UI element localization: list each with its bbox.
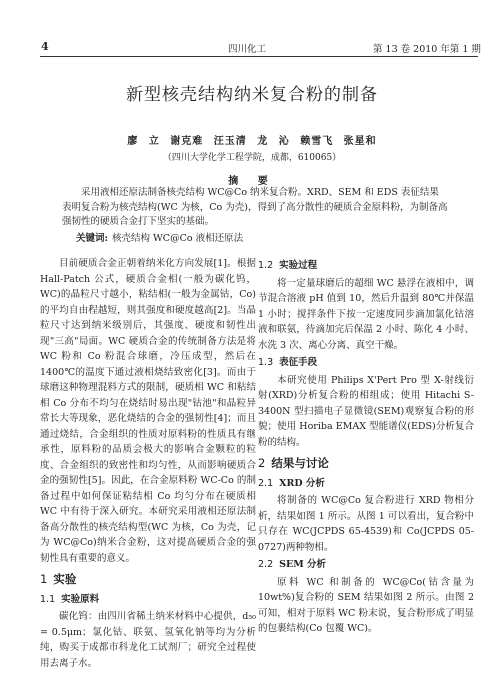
affiliation: （四川大学化学工程学院，成都，610065） xyxy=(162,153,342,163)
journal-name: 四川化工 xyxy=(228,44,267,55)
keywords-label: 关键词: xyxy=(76,233,109,244)
section-2-1-text: 将制备的 WC@Co 复合粉进行 XRD 物相分析，结果如图 1 所示。从图 1 可以看出，复合粉中只存在 WC(JCPDS 65-4539)和 Co(JCPDS 05-0727)两种物相。 xyxy=(258,495,474,553)
author-list: 廖 立 谢克难 汪玉清 龙 沁 赖雪飞 张星和 xyxy=(127,136,377,147)
abstract-text xyxy=(62,186,448,230)
section-1-1-number: 1.1 xyxy=(40,593,56,605)
section-1-1-heading xyxy=(40,592,256,608)
abstract-heading: 摘 要 xyxy=(228,176,276,187)
page-number: 4 xyxy=(41,40,49,53)
section-1-1-title: 实验原料 xyxy=(61,593,100,605)
section-2-2-heading xyxy=(258,557,474,573)
section-1-2-title: 实验过程 xyxy=(279,260,318,271)
section-2-heading xyxy=(258,456,474,472)
section-1-1-text: 碳化钨：由四川省稀土纳米材料中心提供，d₅₀ = 0.5μm；氯化钴、联氨、氢氧化钠等均为分析纯，购买于成都市科龙化工试剂厂；研究全过程使用去离子水。 xyxy=(40,611,256,669)
section-1-3-heading xyxy=(258,355,474,371)
section-2-1-title: XRD 分析 xyxy=(279,477,325,489)
running-header xyxy=(0,0,504,60)
section-2-1-number: 2.1 xyxy=(258,477,274,489)
section-2-2-title: SEM 分析 xyxy=(279,559,327,570)
section-1-2-text: 将一定量球磨后的超细 WC 悬浮在液相中，调节混合溶液 pH 值到 10，然后升温到 80℃并保温 1 小时；搅拌条件下按一定速度同步滴加氯化钴溶液和联氨，待滴加完后保温 2 小时、陈化 4 小时、水洗 3 次、离心分离、真空干燥。 xyxy=(258,277,474,351)
volume-issue: 第 13 卷 2010 年第 1 期 xyxy=(373,44,481,55)
section-2-number: 2 xyxy=(258,456,266,470)
section-2-title: 结果与讨论 xyxy=(271,456,329,470)
section-2-2-text: 原料 WC 和制备的 WC@Co(钴含量为 10wt%)复合粉的 SEM 结果如图 2 所示。由图 2 可知，相对于原料 WC 粉末说，复合粉形成了明显的包裹结构(Co 包覆 WC)。 xyxy=(258,576,474,634)
section-1-heading xyxy=(40,572,256,588)
section-1-3-text: 本研究使用 Philips X'Pert Pro 型 X-射线衍射(XRD)分析复合粉的相组成；使用 Hitachi S-3400N 型扫描电子显微镜(SEM)观察复合粉的形貌；使用 Horiba EMAX 型能谱仪(EDS)分析复合粉的结构。 xyxy=(258,374,474,448)
section-2-1-heading xyxy=(258,476,474,492)
section-2-2-number: 2.2 xyxy=(258,559,274,570)
paper-title: 新型核壳结构纳米复合粉的制备 xyxy=(126,85,378,105)
section-1-title: 实验 xyxy=(53,572,77,586)
intro-paragraph: 目前硬质合金正朝着纳米化方向发展[1]。根据 Hall-Patch 公式，硬质合金相(一般为碳化钨，WC)的晶粒尺寸越小，粘结相(一般为金属钴，Co)的平均自由程越短，则其强度和硬度越高[2]。当晶粒尺寸达到纳米级别后，其强度、硬度和韧性出现"三高"局面。WC 硬质合金的传统制备方法是将 WC 粉和 Co 粉混合球磨，冷压成型，然后在 1400℃的温度下通过液相烧结致密化[3]。而由于球磨这种物理混料方式的限制，硬质相 WC 和粘结相 Co 分布不均匀在烧结时易出现"钴池"和晶粒异常长大等现象，恶化烧结的合金的强韧性[4]；而且通过烧结，合金组织的性质对原料粉的性质具有继承性，原料粉的品质会极大的影响合金颗粒的粒度、合金组织的致密性和均匀性，从而影响硬质合金的强韧性[5]。因此，在合金原料粉 WC-Co 的制备过程中如何保证粘结相 Co 均匀分布在硬质相 WC 中有待于深入研究。本研究采用液相还原法制备高分散性的核壳结构型(WC 为核，Co 为壳，记为 WC@Co)纳米合金粉，这对提高硬质合金的强韧性具有重要的意义。 xyxy=(40,258,256,564)
section-1-3-title: 表征手段 xyxy=(279,357,318,368)
section-1-3-number: 1.3 xyxy=(258,357,274,368)
abstract-body: 采用液相还原法制备核壳结构 WC@Co 纳米复合粉。XRD、SEM 和 EDS 表征结果表明复合粉为核壳结构(WC 为核，Co 为壳)，得到了高分散性的硬质合金原料粉，为制备高强韧性的硬质合金打下坚实的基础。 xyxy=(62,187,448,227)
section-1-number: 1 xyxy=(40,572,48,586)
section-1-2-number: 1.2 xyxy=(258,260,274,271)
section-1-2-heading xyxy=(258,258,474,274)
right-column xyxy=(258,256,474,637)
keywords xyxy=(76,230,436,244)
left-column xyxy=(40,256,256,671)
header-rule xyxy=(40,56,478,57)
keywords-values: 核壳结构 WC@Co 液相还原法 xyxy=(112,233,244,244)
